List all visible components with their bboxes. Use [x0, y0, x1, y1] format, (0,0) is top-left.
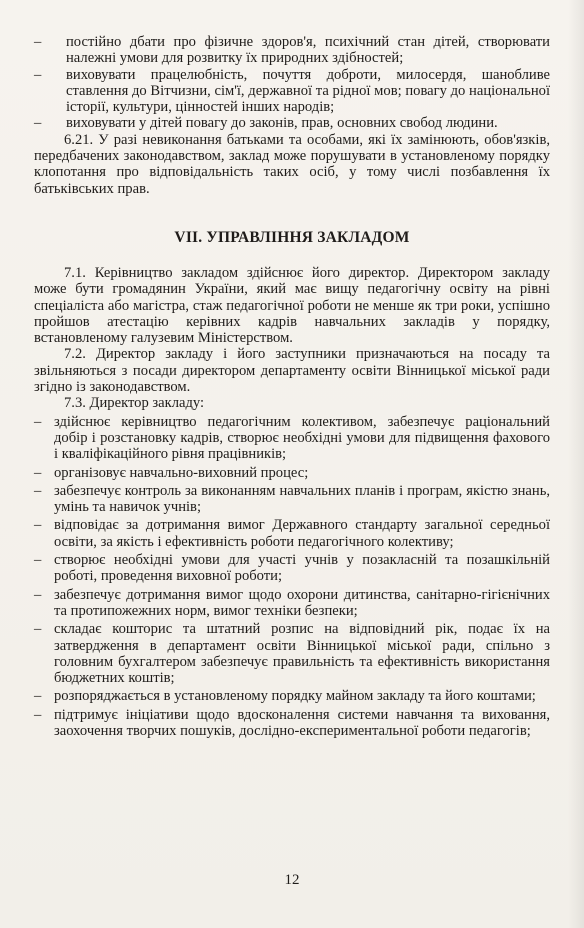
dash-marker: –: [34, 66, 42, 83]
dash-marker: –: [34, 552, 42, 569]
page-number: 12: [284, 872, 300, 888]
list-item-text: розпоряджається в установленому порядку майном закладу та його коштами;: [54, 688, 536, 705]
list-item: [34, 465, 550, 481]
list-item-text: виховувати у дітей повагу до законів, прав, основних свобод людини.: [66, 115, 498, 132]
top-bullet-list: [34, 34, 550, 132]
list-item: [34, 483, 550, 516]
list-item: [34, 414, 550, 463]
dash-marker: –: [34, 464, 42, 481]
list-item-text: відповідає за дотримання вимог Державного стандарту загальної середньої освіти, за якість і ефективність роботи педагогічного колективу;: [54, 517, 550, 550]
list-item-text: виховувати працелюбність, почуття доброти, милосердя, шанобливе ставлення до Вітчизни, сім'ї, державної та рідної мов; повагу до національної історії, культури, цінностей інших народів;: [66, 66, 550, 116]
director-duties-list: [34, 414, 550, 740]
dash-marker: –: [34, 517, 42, 534]
dash-marker: –: [34, 706, 42, 723]
list-item-text: здійснює керівництво педагогічним колективом, забезпечує раціональний добір і розстановку кадрів, створює необхідні умови для підвищення фахового і кваліфікаційного рівня працівників;: [54, 413, 550, 463]
list-item: [34, 517, 550, 550]
dash-marker: –: [34, 621, 42, 638]
list-item: [34, 621, 550, 686]
list-item: [34, 67, 550, 116]
list-item: [34, 34, 550, 67]
list-item: [34, 587, 550, 620]
dash-marker: –: [34, 688, 42, 705]
dash-marker: –: [34, 413, 42, 430]
list-item: [34, 552, 550, 585]
dash-marker: –: [34, 34, 42, 50]
paragraph-7-1: 7.1. Керівництво закладом здійснює його директор. Директором закладу може бути громадянин України, який має вищу педагогічну освіту на рівні спеціаліста або магістра, стаж педагогічної роботи не менше як три роки, успішно пройшов атестацію керівних кадрів навчальних закладів у порядку, встановленому галузевим Міністерством.: [34, 264, 550, 347]
list-item-text: складає кошторис та штатний розпис на відповідний рік, подає їх на затвердження в департамент освіти Вінницької міської ради, спільно з головним бухгалтером забезпечує правильність та ефективність використання бюджетних коштів;: [54, 621, 550, 687]
list-item-text: забезпечує дотримання вимог щодо охорони дитинства, санітарно-гігієнічних та протипожежних норм, вимог техніки безпеки;: [54, 586, 550, 619]
list-item: [34, 707, 550, 740]
dash-marker: –: [34, 586, 42, 603]
list-item: [34, 115, 550, 131]
paragraph-6-21: 6.21. У разі невиконання батьками та особами, які їх замінюють, обов'язків, передбачених законодавством, заклад може порушувати в установленому порядку клопотання про відповідальність таких осіб, у тому числі позбавлення їх батьківських прав.: [34, 131, 550, 197]
dash-marker: –: [34, 482, 42, 499]
list-item-text: організовує навчально-виховний процес;: [54, 464, 309, 481]
list-item-text: підтримує ініціативи щодо вдосконалення системи навчання та виховання, заохочення творчих пошуків, дослідно-експериментальної роботи педагогів;: [54, 706, 550, 739]
paragraph-7-3-label: 7.3. Директор закладу:: [64, 395, 205, 412]
list-item: [34, 688, 550, 704]
list-item-text: забезпечує контроль за виконанням навчальних планів і програм, якістю знань, умінь та навичок учнів;: [54, 482, 550, 516]
dash-marker: –: [34, 115, 42, 132]
paragraph-7-2: 7.2. Директор закладу і його заступники призначаються на посаду та звільняються з посади директором департаменту освіти Вінницької міської ради згідно із законодавством.: [34, 346, 550, 396]
list-item-text: постійно дбати про фізичне здоров'я, психічний стан дітей, створювати належні умови для розвитку їх природних здібностей;: [66, 34, 550, 67]
list-item-text: створює необхідні умови для участі учнів у позакласній та позашкільній роботі, проведення виховної роботи;: [54, 552, 550, 585]
page-edge-shadow: [568, 0, 584, 928]
section-title: VII. УПРАВЛІННЯ ЗАКЛАДОМ: [174, 228, 410, 246]
